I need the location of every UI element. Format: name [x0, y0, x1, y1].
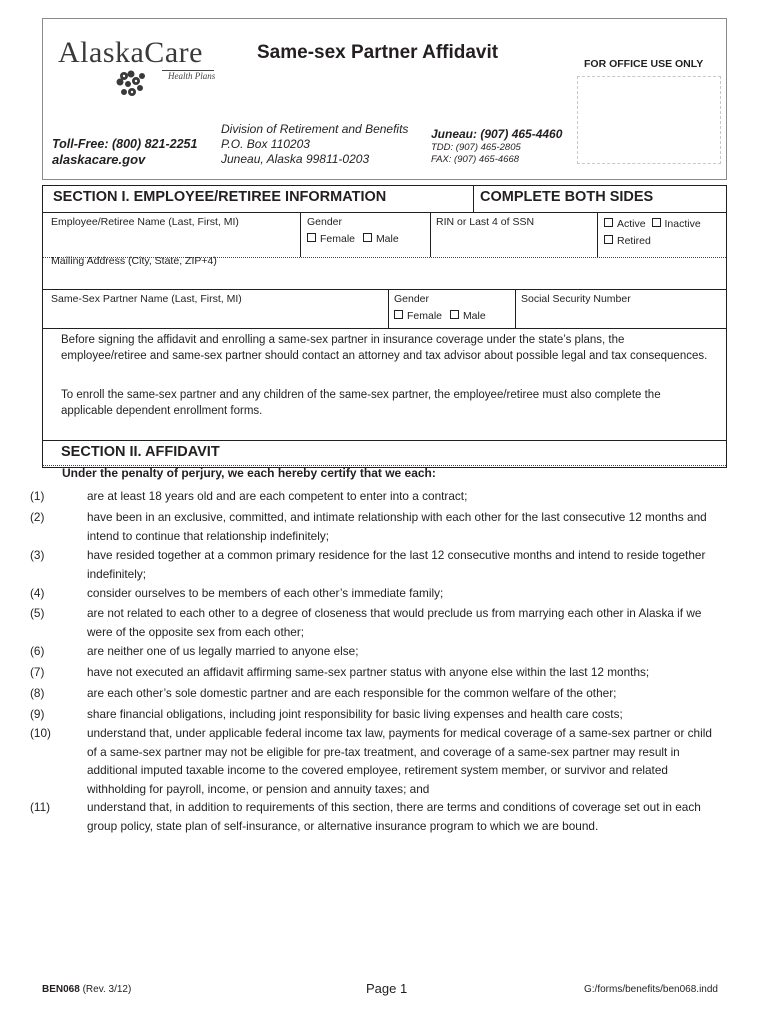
logo-underline [162, 70, 214, 71]
inactive-label: Inactive [664, 218, 701, 230]
form-code-number: BEN068 [42, 984, 80, 995]
logo-brand: AlaskaCare [58, 36, 203, 69]
partner-gender-options [394, 310, 486, 322]
item-text: understand that, under applicable federal income tax law, payments for medical coverage of a same-sex partner or child of a same-sex partner may not be eligible for pre-tax treatment, and coverage of a same-sex partner may result in additional imputed taxable income to the covered employee, retirement system member, or survivor and related withholding for payroll, income, or pension and annuity taxes; and [87, 726, 712, 796]
partner-gender-label: Gender [394, 293, 430, 305]
section-2-heading: SECTION II. AFFIDAVIT [61, 444, 220, 460]
file-path: G:/forms/benefits/ben068.indd [584, 984, 718, 995]
attorney-note: Before signing the affidavit and enrolling a same-sex partner in insurance coverage under the state’s plans, the employee/retiree and same-sex partner should contact an attorney and tax advisor about possible legal and tax consequences. [61, 334, 708, 362]
mailing-address-label: Mailing Address (City, State, ZIP+4) [51, 255, 217, 267]
divider [388, 289, 389, 328]
item-text: are not related to each other to a degree of closeness that would preclude us from marrying each other in Alaska if we were of the opposite sex from each other; [87, 606, 702, 639]
divider [43, 289, 726, 290]
enrollment-note: To enroll the same-sex partner and any children of the same-sex partner, the employee/retiree must also complete the applicable dependent enrollment forms. [61, 389, 661, 417]
item-number: (9) [30, 707, 45, 721]
item-text: are neither one of us legally married to anyone else; [87, 644, 359, 658]
divider [43, 440, 726, 441]
gender-label: Gender [307, 216, 343, 228]
po-box: P.O. Box 110203 [221, 137, 310, 151]
form-title: Same-sex Partner Affidavit [257, 42, 499, 63]
form-code [42, 984, 131, 995]
affidavit-item [30, 584, 722, 603]
juneau-phone: Juneau: (907) 465-4460 [431, 127, 563, 141]
toll-free: Toll-Free: (800) 821-2251 [52, 137, 198, 151]
item-number: (10) [30, 726, 51, 740]
item-text: have not executed an affidavit affirming same-sex partner status with anyone else within the last 12 months; [87, 665, 650, 679]
divider [43, 212, 726, 213]
inactive-checkbox[interactable] [652, 218, 661, 227]
employee-name-field[interactable] [47, 230, 297, 252]
section-1-box [42, 185, 727, 468]
partner-female-checkbox[interactable] [394, 310, 403, 319]
divider [515, 289, 516, 328]
item-text: are each other’s sole domestic partner and are each responsible for the common welfare of the other; [87, 686, 617, 700]
affidavit-item [30, 546, 722, 583]
partner-male-checkbox[interactable] [450, 310, 459, 319]
status-options-row2 [604, 235, 651, 247]
affidavit-item [30, 487, 722, 506]
affidavit-item [30, 724, 722, 798]
item-number: (6) [30, 644, 45, 658]
website: alaskacare.gov [52, 152, 146, 167]
female-checkbox[interactable] [307, 233, 316, 242]
form-revision: (Rev. 3/12) [82, 984, 132, 995]
divider [597, 212, 598, 257]
ssn-field[interactable] [519, 306, 719, 326]
employee-name-label: Employee/Retiree Name (Last, First, MI) [51, 216, 239, 228]
item-number: (2) [30, 510, 45, 524]
gender-options [307, 233, 399, 245]
item-number: (7) [30, 665, 45, 679]
divider [473, 186, 474, 212]
section-1-heading: SECTION I. EMPLOYEE/RETIREE INFORMATION [53, 189, 387, 205]
item-text: consider ourselves to be members of each other’s immediate family; [87, 586, 444, 600]
item-text: understand that, in addition to requirements of this section, there are terms and conditions of coverage set out in each group policy, state plan of self-insurance, or alternative insurance program to which we are bound. [87, 800, 701, 833]
partner-male-label: Male [462, 310, 486, 322]
item-number: (4) [30, 586, 45, 600]
logo [58, 34, 218, 104]
division: Division of Retirement and Benefits [221, 122, 409, 136]
item-number: (5) [30, 606, 45, 620]
partner-name-label: Same-Sex Partner Name (Last, First, MI) [51, 293, 242, 305]
ssn-label: Social Security Number [521, 293, 631, 305]
status-options-row1 [604, 218, 701, 230]
office-use-label: FOR OFFICE USE ONLY [584, 58, 704, 70]
office-use-box [577, 76, 721, 164]
flower-icon [114, 68, 164, 100]
affidavit-item [30, 663, 722, 682]
partner-name-field[interactable] [47, 306, 382, 326]
city-address: Juneau, Alaska 99811-0203 [221, 152, 370, 166]
item-number: (3) [30, 548, 45, 562]
female-label: Female [320, 233, 356, 245]
active-checkbox[interactable] [604, 218, 613, 227]
item-text: share financial obligations, including joint responsibility for basic living expenses and health care costs; [87, 707, 623, 721]
item-text: are at least 18 years old and are each competent to enter into a contract; [87, 489, 468, 503]
divider [43, 328, 726, 329]
rin-label: RIN or Last 4 of SSN [436, 216, 535, 228]
item-number: (1) [30, 489, 45, 503]
fax-number: FAX: (907) 465-4668 [431, 154, 520, 165]
affidavit-item [30, 798, 722, 835]
male-checkbox[interactable] [363, 233, 372, 242]
retired-label: Retired [617, 235, 651, 247]
item-number: (11) [30, 800, 51, 814]
certify-statement: Under the penalty of perjury, we each hereby certify that we each: [62, 466, 436, 480]
item-text: have been in an exclusive, committed, and intimate relationship with each other for the last consecutive 12 months and intend to continue that relationship indefinitely; [87, 510, 707, 543]
item-number: (8) [30, 686, 45, 700]
male-label: Male [375, 233, 399, 245]
divider [430, 212, 431, 257]
item-text: have resided together at a common primary residence for the last 12 consecutive months and intend to reside together indefinitely; [87, 548, 706, 581]
affidavit-item [30, 642, 722, 661]
affidavit-item [30, 705, 722, 724]
logo-subtitle: Health Plans [168, 71, 216, 81]
affidavit-item [30, 604, 722, 641]
affidavit-item [30, 684, 722, 703]
tdd-phone: TDD: (907) 465-2805 [431, 142, 521, 153]
divider [300, 212, 301, 257]
mailing-address-field[interactable] [47, 270, 717, 288]
rin-field[interactable] [433, 230, 593, 252]
complete-both-sides: COMPLETE BOTH SIDES [480, 189, 654, 205]
page-number: Page 1 [366, 981, 408, 996]
retired-checkbox[interactable] [604, 235, 613, 244]
active-label: Active [617, 218, 646, 230]
affidavit-item [30, 508, 722, 545]
partner-female-label: Female [407, 310, 443, 322]
